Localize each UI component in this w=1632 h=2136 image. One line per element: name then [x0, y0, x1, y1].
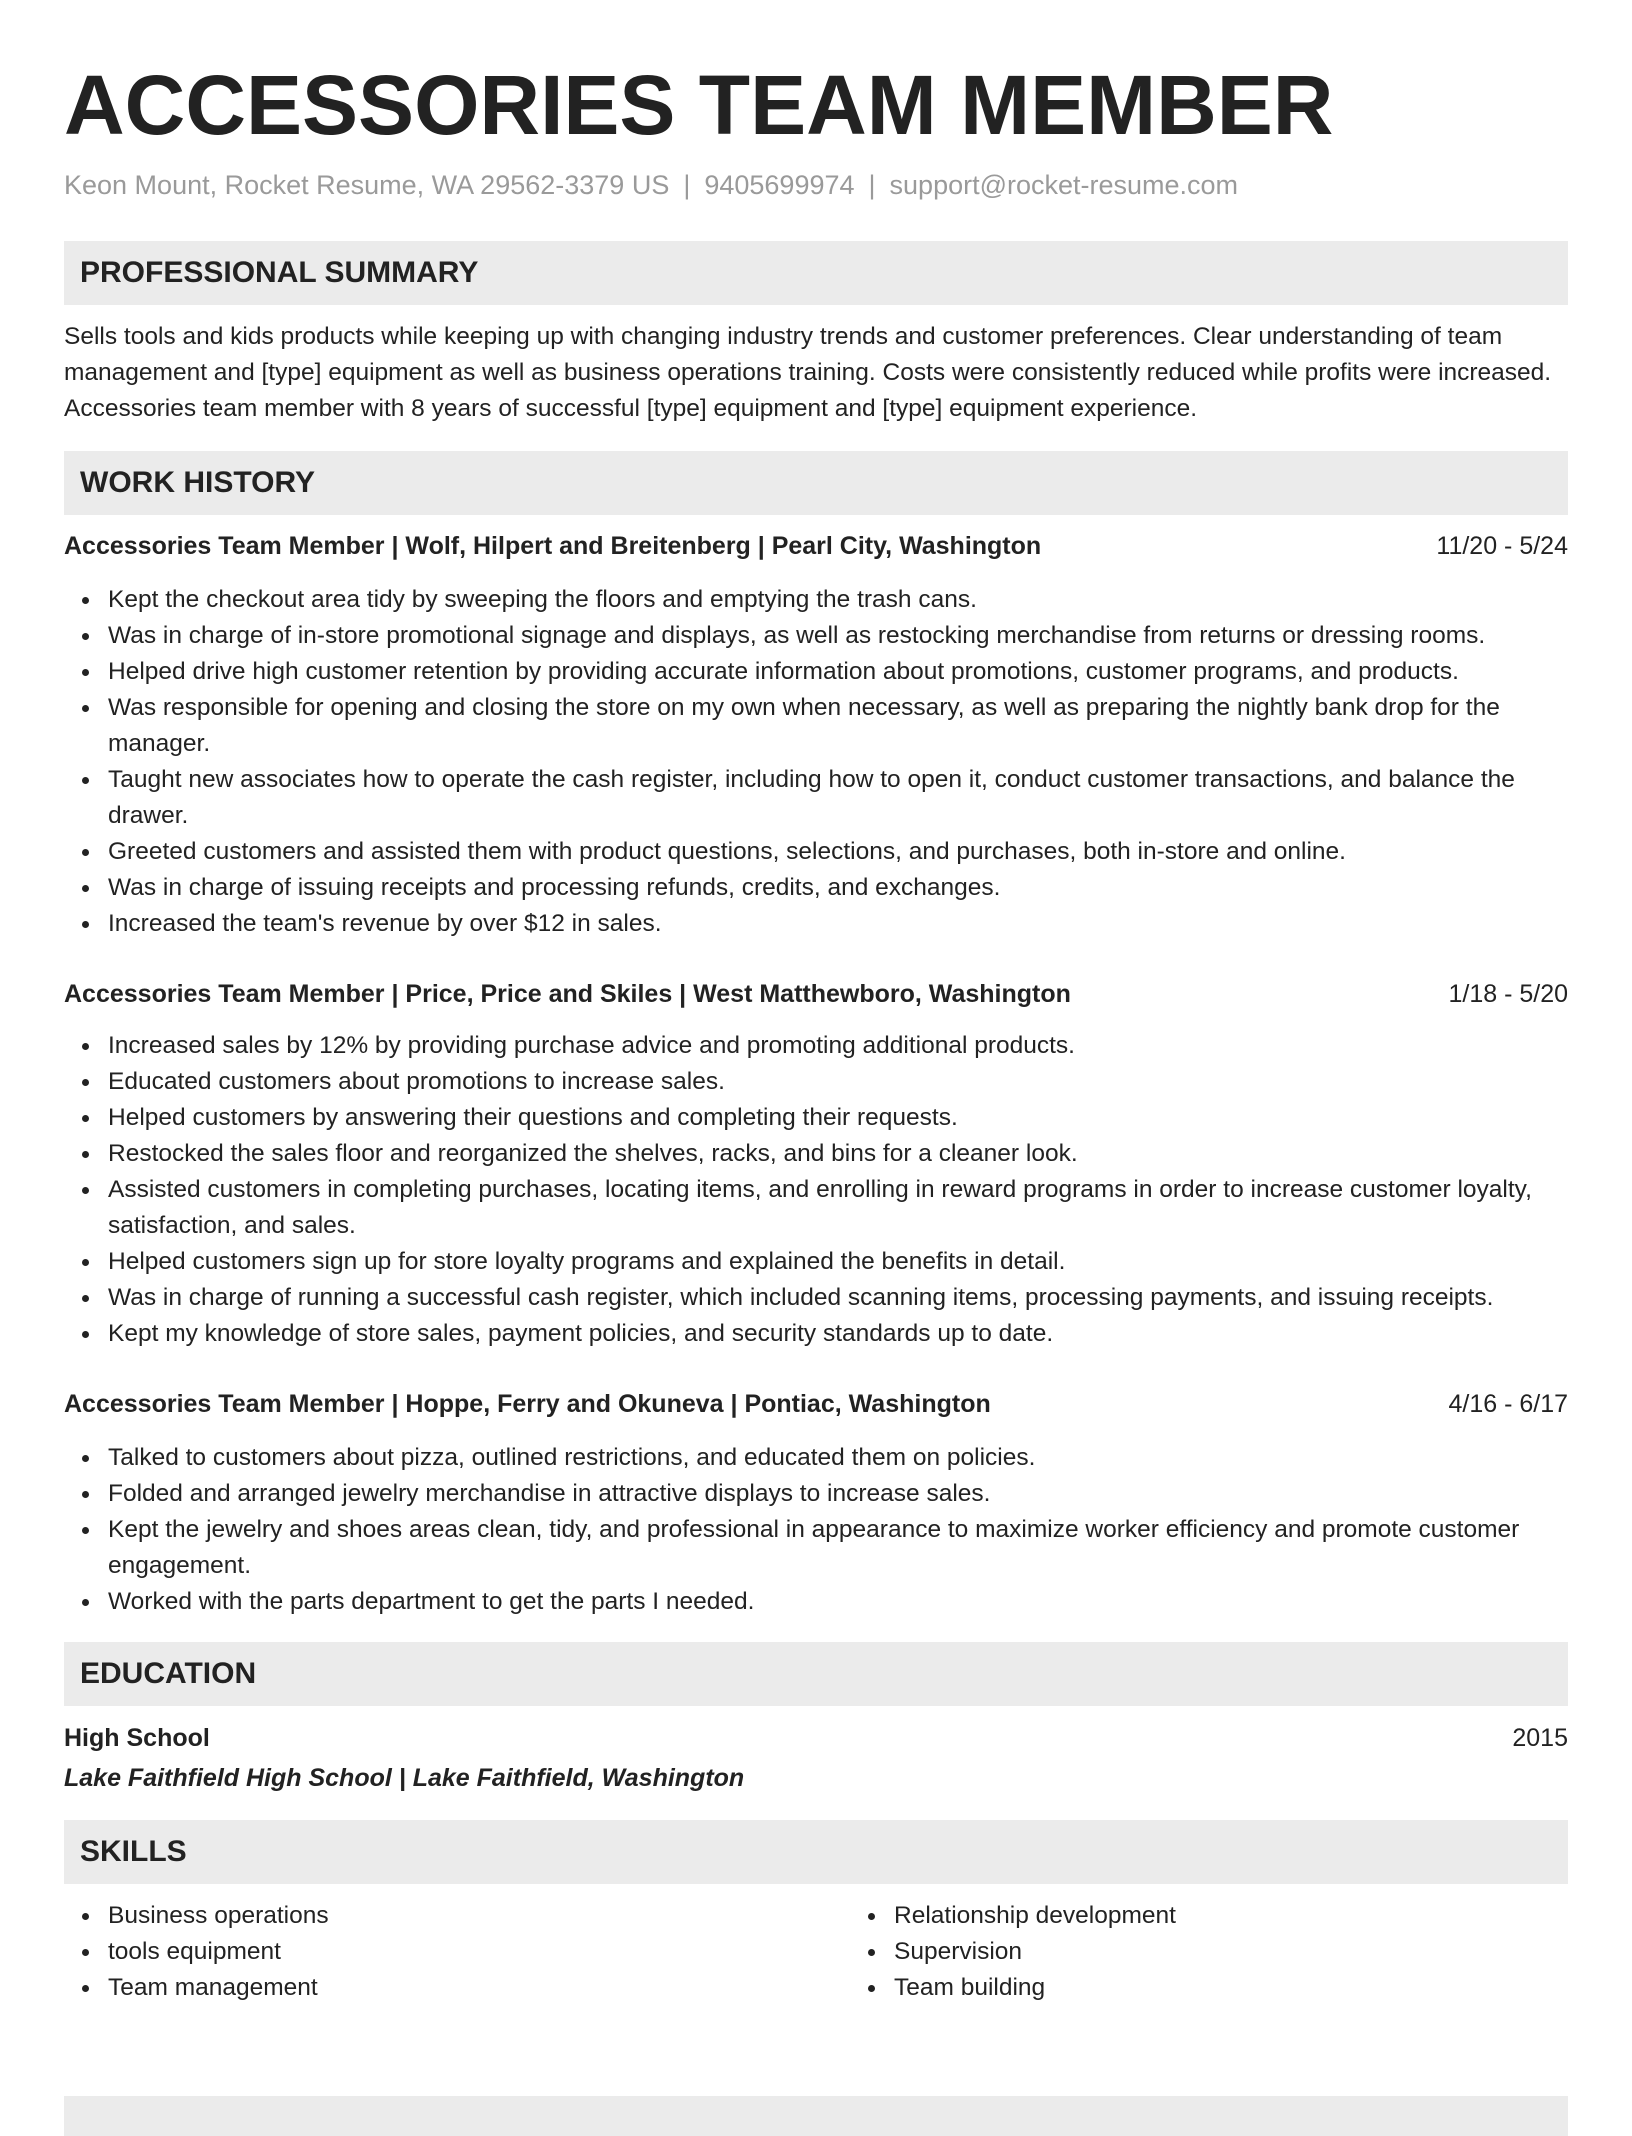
- job-bullet-list: [64, 582, 1568, 942]
- skill-item: Relationship development: [894, 1898, 1632, 1934]
- job-bullet: Was responsible for opening and closing the store on my own when necessary, as well as preparing the nightly bank drop for the manager.: [108, 690, 1568, 762]
- skills-section-header: SKILLS: [64, 1820, 1568, 1884]
- job-bullet: Assisted customers in completing purchases, locating items, and enrolling in reward programs in order to increase customer loyalty, satisfaction, and sales.: [108, 1172, 1568, 1244]
- skills-column-right: [850, 1898, 1632, 2006]
- job-dates: 1/18 - 5/20: [1448, 980, 1568, 1008]
- job-bullet: Helped customers by answering their questions and completing their requests.: [108, 1100, 1568, 1136]
- job-title: Accessories Team Member | Price, Price and Skiles | West Matthewboro, Washington: [64, 980, 1071, 1008]
- contact-line: [64, 167, 1568, 203]
- job-title: Accessories Team Member | Wolf, Hilpert and Breitenberg | Pearl City, Washington: [64, 532, 1042, 560]
- contact-separator: |: [868, 170, 876, 200]
- job-dates: 11/20 - 5/24: [1436, 532, 1568, 560]
- skill-item: Business operations: [108, 1898, 850, 1934]
- job-bullet: Talked to customers about pizza, outlined restrictions, and educated them on policies.: [108, 1440, 1568, 1476]
- contact-email: support@rocket-resume.com: [889, 170, 1239, 200]
- education-year: 2015: [1512, 1724, 1568, 1752]
- summary-section-header: PROFESSIONAL SUMMARY: [64, 241, 1568, 305]
- contact-separator: |: [683, 170, 691, 200]
- job-bullet: Greeted customers and assisted them with product questions, selections, and purchases, both in-store and online.: [108, 834, 1568, 870]
- skill-item: Team management: [108, 1970, 850, 2006]
- job-bullet: Kept the jewelry and shoes areas clean, tidy, and professional in appearance to maximize worker efficiency and promote customer engagement.: [108, 1512, 1568, 1584]
- skill-item: Team building: [894, 1970, 1632, 2006]
- job-dates: 4/16 - 6/17: [1448, 1390, 1568, 1418]
- job-title: Accessories Team Member | Hoppe, Ferry and Okuneva | Pontiac, Washington: [64, 1390, 991, 1418]
- job-bullet: Worked with the parts department to get the parts I needed.: [108, 1584, 1568, 1620]
- job-bullet: Was in charge of issuing receipts and processing refunds, credits, and exchanges.: [108, 870, 1568, 906]
- skill-item: tools equipment: [108, 1934, 850, 1970]
- work-history-section-header: WORK HISTORY: [64, 451, 1568, 515]
- education-entry: [64, 1720, 1568, 1796]
- job-bullet-list: [64, 1028, 1568, 1352]
- job-bullet: Increased the team's revenue by over $12 in sales.: [108, 906, 1568, 942]
- job-bullet: Folded and arranged jewelry merchandise in attractive displays to increase sales.: [108, 1476, 1568, 1512]
- contact-phone: 9405699974: [704, 170, 855, 200]
- education-school: Lake Faithfield High School | Lake Faithfield, Washington: [64, 1764, 745, 1792]
- job-entry: [64, 1386, 1568, 1620]
- job-bullet: Kept the checkout area tidy by sweeping the floors and emptying the trash cans.: [108, 582, 1568, 618]
- job-bullet: Helped drive high customer retention by providing accurate information about promotions, customer programs, and products.: [108, 654, 1568, 690]
- next-section-header: [64, 2096, 1568, 2136]
- education-degree: High School: [64, 1724, 210, 1752]
- skills-list: [64, 1898, 1568, 2006]
- contact-address: Keon Mount, Rocket Resume, WA 29562-3379 US: [64, 170, 670, 200]
- resume-title: ACCESSORIES TEAM MEMBER: [64, 58, 1334, 152]
- job-bullet: Kept my knowledge of store sales, payment policies, and security standards up to date.: [108, 1316, 1568, 1352]
- job-header: [64, 528, 1568, 564]
- job-entry: [64, 528, 1568, 942]
- skill-item: Supervision: [894, 1934, 1632, 1970]
- job-bullet: Educated customers about promotions to increase sales.: [108, 1064, 1568, 1100]
- education-header: [64, 1720, 1568, 1756]
- job-bullet: Was in charge of running a successful cash register, which included scanning items, processing payments, and issuing receipts.: [108, 1280, 1568, 1316]
- job-header: [64, 1386, 1568, 1422]
- job-bullet: Helped customers sign up for store loyalty programs and explained the benefits in detail.: [108, 1244, 1568, 1280]
- job-entry: [64, 976, 1568, 1352]
- job-bullet: Increased sales by 12% by providing purchase advice and promoting additional products.: [108, 1028, 1568, 1064]
- summary-text: Sells tools and kids products while keeping up with changing industry trends and customer preferences. Clear understanding of team management and [type] equipment as well as business operations training. Costs were consistently reduced while profits were increased. Accessories team member with 8 years of successful [type] equipment and [type] equipment experience.: [64, 323, 1552, 422]
- job-bullet: Was in charge of in-store promotional signage and displays, as well as restocking merchandise from returns or dressing rooms.: [108, 618, 1568, 654]
- job-header: [64, 976, 1568, 1012]
- job-bullet: Restocked the sales floor and reorganized the shelves, racks, and bins for a cleaner look.: [108, 1136, 1568, 1172]
- job-bullet: Taught new associates how to operate the cash register, including how to open it, conduct customer transactions, and balance the drawer.: [108, 762, 1568, 834]
- job-bullet-list: [64, 1440, 1568, 1620]
- skills-column-left: [64, 1898, 850, 2006]
- education-section-header: EDUCATION: [64, 1642, 1568, 1706]
